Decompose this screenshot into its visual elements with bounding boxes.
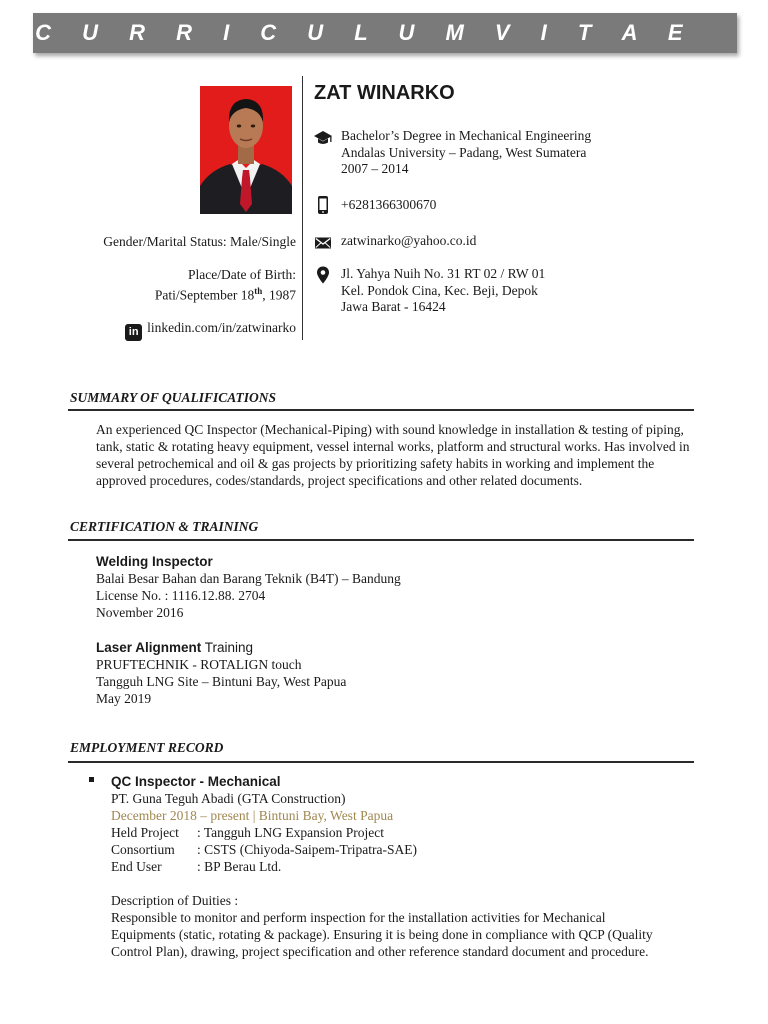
linkedin-icon: in bbox=[125, 324, 142, 341]
address-line-3: Jawa Barat - 16424 bbox=[341, 299, 446, 314]
profile-name: ZAT WINARKO bbox=[314, 82, 455, 104]
birth-label: Place/Date of Birth: bbox=[188, 267, 296, 282]
summary-section-title: SUMMARY OF QUALIFICATIONS bbox=[70, 390, 277, 405]
mobile-phone-icon bbox=[313, 195, 333, 215]
cv-title: C U R R I C U L U M V I T A E bbox=[35, 20, 695, 45]
gender-marital-status: Gender/Marital Status: Male/Single bbox=[103, 234, 296, 249]
certification-section-title: CERTIFICATION & TRAINING bbox=[70, 519, 259, 534]
certification-item-laser bbox=[96, 639, 346, 707]
job-duties-line-1: Responsible to monitor and perform inspection for the installation activities for Mechanical bbox=[111, 910, 606, 925]
summary-text: An experienced QC Inspector (Mechanical-Piping) with sound knowledge in installation & testing of piping, tank, static & rotating heavy equipment, vessel internal works, platform and structural works. Has involved in several petrochemical and oil & gas projects by prioritizing safety habits in working and implement the approved procedures, codes/standards, project specifications and other related documents. bbox=[96, 422, 690, 488]
certification-item-welding bbox=[96, 553, 401, 621]
employment-divider bbox=[68, 761, 694, 763]
address-line-2: Kel. Pondok Cina, Kec. Beji, Depok bbox=[341, 282, 538, 298]
location-pin-icon bbox=[313, 265, 333, 285]
profile-photo bbox=[200, 86, 292, 214]
birth-year: , 1987 bbox=[262, 287, 296, 303]
job-detail-consortium: Consortium : CSTS (Chiyoda-Saipem-Tripatra-SAE) bbox=[111, 842, 417, 857]
linkedin-row[interactable] bbox=[125, 319, 296, 341]
job-bullet bbox=[89, 777, 94, 782]
email-address[interactable]: zatwinarko@yahoo.co.id bbox=[341, 233, 477, 248]
summary-divider bbox=[68, 409, 694, 411]
job-duties-line-3: Control Plan), drawing, project specification and other reference standard document and procedure. bbox=[111, 944, 649, 959]
education-degree: Bachelor’s Degree in Mechanical Engineering bbox=[341, 128, 592, 143]
certification-name: Welding Inspector bbox=[96, 554, 213, 569]
certification-date: November 2016 bbox=[96, 605, 184, 620]
job-period: December 2018 – present | Bintuni Bay, West Papua bbox=[111, 808, 394, 823]
graduation-cap-icon bbox=[313, 128, 333, 148]
certification-name: Laser Alignment bbox=[96, 640, 202, 655]
certification-issuer: Balai Besar Bahan dan Barang Teknik (B4T) – Bandung bbox=[96, 571, 401, 586]
certification-name-rest: Training bbox=[201, 640, 254, 655]
birth-info bbox=[155, 283, 296, 304]
job-position: QC Inspector - Mechanical bbox=[111, 774, 281, 789]
birth-place-month: Pati/September 18 bbox=[154, 287, 255, 303]
education-university: Andalas University – Padang, West Sumatera bbox=[341, 144, 587, 160]
envelope-icon bbox=[313, 233, 333, 253]
certification-divider bbox=[68, 539, 694, 541]
certification-date: May 2019 bbox=[96, 691, 152, 706]
employment-section-title: EMPLOYMENT RECORD bbox=[70, 740, 224, 755]
certification-heading bbox=[96, 639, 346, 656]
certification-location: Tangguh LNG Site – Bintuni Bay, West Papua bbox=[96, 674, 347, 689]
birth-day-suffix: th bbox=[254, 286, 263, 296]
certification-heading bbox=[96, 553, 401, 570]
job-entry bbox=[111, 773, 653, 960]
certification-license: License No. : 1116.12.88. 2704 bbox=[96, 588, 266, 603]
job-detail-end-user: End User : BP Berau Ltd. bbox=[111, 859, 282, 874]
job-detail-project: Held Project : Tangguh LNG Expansion Project bbox=[111, 825, 385, 840]
job-company: PT. Guna Teguh Abadi (GTA Construction) bbox=[111, 791, 346, 806]
address-line-1: Jl. Yahya Nuih No. 31 RT 02 / RW 01 bbox=[341, 266, 546, 281]
cv-banner bbox=[33, 13, 737, 53]
certification-issuer: PRUFTECHNIK - ROTALIGN touch bbox=[96, 657, 302, 672]
linkedin-link[interactable]: linkedin.com/in/zatwinarko bbox=[147, 320, 296, 335]
job-duties-label: Description of Duities : bbox=[111, 893, 239, 908]
education-info bbox=[341, 128, 591, 178]
phone-number[interactable]: +6281366300670 bbox=[341, 197, 437, 212]
education-years: 2007 – 2014 bbox=[341, 161, 409, 176]
header-divider bbox=[302, 76, 303, 340]
job-duties-line-2: Equipments (static, rotating & package). Ensuring it is being done in compliance with QCP (Quality bbox=[111, 927, 653, 942]
address-info bbox=[341, 266, 545, 316]
